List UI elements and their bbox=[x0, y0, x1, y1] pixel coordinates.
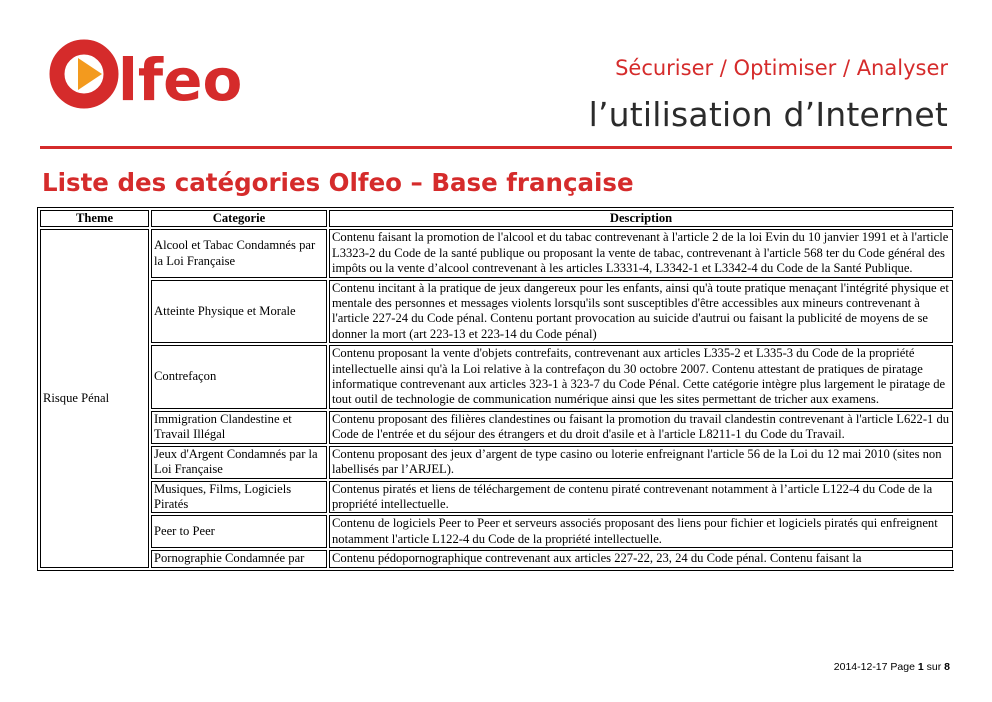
categorie-cell: Jeux d'Argent Condamnés par la Loi Française bbox=[151, 446, 327, 479]
description-cell: Contenu pédopornographique contrevenant aux articles 227-22, 23, 24 du Code pénal. Contenu faisant la bbox=[329, 550, 953, 567]
table-row bbox=[40, 280, 953, 344]
description-cell: Contenus piratés et liens de téléchargement de contenu piraté contrevenant notamment à l’article L122-4 du Code de la propriété intellectuelle. bbox=[329, 481, 953, 514]
categorie-cell: Peer to Peer bbox=[151, 515, 327, 548]
description-cell: Contenu incitant à la pratique de jeux dangereux pour les enfants, ainsi qu'à toute pratique menaçant l'intégrité physique et mentale des personnes et messages violents lorsqu'ils sont susceptibles d'être accessibles aux mineurs contrevenant à l'article 227-24 du Code pénal. Contenu portant provocation au suicide d'autrui ou faisant la publicité de moyens de se donner la mort (art 223-13 et 223-14 du Code pénal) bbox=[329, 280, 953, 344]
categories-table bbox=[37, 207, 954, 571]
header-divider bbox=[40, 146, 952, 149]
description-cell: Contenu proposant des jeux d’argent de type casino ou loterie enfreignant l'article 56 de la Loi du 12 mai 2010 (sites non labellisés par l’ARJEL). bbox=[329, 446, 953, 479]
svg-text:lfeo: lfeo bbox=[118, 46, 243, 114]
categorie-cell: Musiques, Films, Logiciels Piratés bbox=[151, 481, 327, 514]
description-cell: Contenu proposant des filières clandestines ou faisant la promotion du travail clandestin contrevenant à l'article L622-1 du Code de l'entrée et du séjour des étrangers et du droit d'asile et à l'article L8211-1 du Code du Travail. bbox=[329, 411, 953, 444]
footer-page-label: Page bbox=[890, 661, 915, 673]
header-theme: Theme bbox=[40, 210, 149, 227]
footer-of-label: sur bbox=[926, 661, 942, 673]
description-cell: Contenu faisant la promotion de l'alcool et du tabac contrevenant à l'article 2 de la loi Evin du 10 janvier 1991 et à l'article L3323-2 du Code de la santé publique ou proposant la vente de tabac, contrevenant à l'article 568 ter du Code général des impôts ou la vente d’alcool contrevenant à les articles L3331-4, L3342-1 et L3342-4 du Code de la Santé Publique. bbox=[329, 229, 953, 277]
table-row bbox=[40, 229, 953, 277]
tagline: Sécuriser / Optimiser / Analyser bbox=[615, 56, 948, 80]
header-categorie: Categorie bbox=[151, 210, 327, 227]
description-cell: Contenu de logiciels Peer to Peer et serveurs associés proposant des liens pour fichier et logiciels piratés qui enfreignent notamment l'article L122-4 du Code de la propriété intellectuelle. bbox=[329, 515, 953, 548]
description-cell: Contenu proposant la vente d'objets contrefaits, contrevenant aux articles L335-2 et L335-3 du Code de la propriété intellectuelle ainsi qu'à la Loi relative à la contrefaçon du 30 octobre 2007. Contenu attestant de pratiques de piratage informatique contrevenant aux articles 323-1 à 323-7 du Code Pénal. Cette catégorie intègre plus largement le piratage de tout outil de technologie de communication numérique ainsi que les sites permettant de tricher aux examens. bbox=[329, 345, 953, 409]
categorie-cell: Alcool et Tabac Condamnés par la Loi Française bbox=[151, 229, 327, 277]
header-description: Description bbox=[329, 210, 953, 227]
footer-total-pages: 8 bbox=[944, 661, 950, 673]
page-footer bbox=[834, 661, 950, 673]
table-row bbox=[40, 345, 953, 409]
table-row bbox=[40, 446, 953, 479]
table-row bbox=[40, 411, 953, 444]
subtitle: l’utilisation d’Internet bbox=[588, 95, 948, 134]
categories-table-container bbox=[37, 207, 954, 641]
table-row bbox=[40, 481, 953, 514]
table-row bbox=[40, 515, 953, 548]
categorie-cell: Contrefaçon bbox=[151, 345, 327, 409]
table-row bbox=[40, 550, 953, 567]
footer-date: 2014-12-17 bbox=[833, 661, 888, 673]
categorie-cell: Immigration Clandestine et Travail Illégal bbox=[151, 411, 327, 444]
table-header-row bbox=[40, 210, 953, 227]
document-title: Liste des catégories Olfeo – Base française bbox=[42, 168, 634, 197]
categorie-cell: Pornographie Condamnée par bbox=[151, 550, 327, 567]
categorie-cell: Atteinte Physique et Morale bbox=[151, 280, 327, 344]
theme-cell: Risque Pénal bbox=[40, 229, 149, 567]
footer-page-number: 1 bbox=[917, 661, 924, 673]
olfeo-logo bbox=[48, 38, 248, 118]
